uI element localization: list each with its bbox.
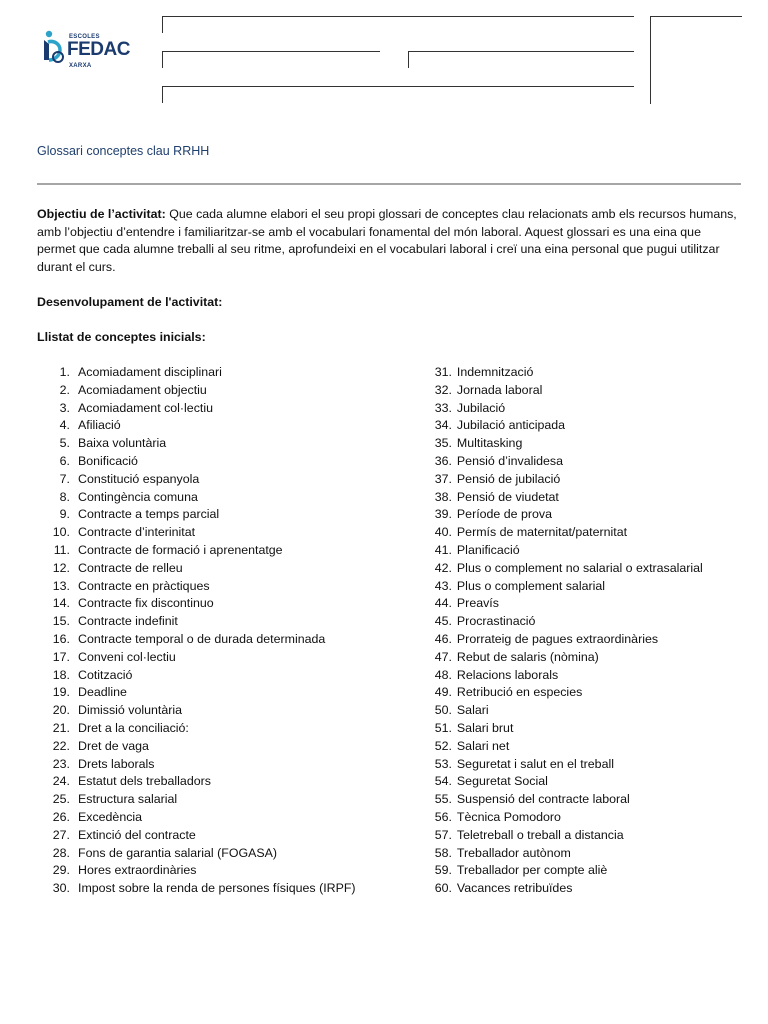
list-item-text: Pensió de viudetat bbox=[456, 489, 559, 504]
list-item bbox=[412, 845, 752, 863]
fedac-logo bbox=[40, 30, 140, 70]
list-item bbox=[37, 845, 372, 863]
list-item bbox=[412, 560, 752, 578]
header-tick-1 bbox=[162, 16, 163, 33]
list-item-number: 12. bbox=[52, 560, 70, 575]
list-item-text: Seguretat Social bbox=[456, 774, 548, 789]
list-item bbox=[412, 595, 752, 613]
list-item bbox=[37, 667, 372, 685]
list-item-text: Acomiadament objectiu bbox=[78, 382, 207, 397]
list-item bbox=[412, 702, 752, 720]
list-item-number: 4. bbox=[59, 418, 70, 433]
list-item-text: Prorrateig de pagues extraordinàries bbox=[456, 631, 659, 646]
list-item bbox=[37, 560, 372, 578]
list-item-text: Planificació bbox=[456, 542, 520, 557]
list-item bbox=[37, 595, 372, 613]
list-item-text: Retribució en especies bbox=[456, 685, 583, 700]
list-item-text: Contingència comuna bbox=[78, 489, 198, 504]
objective-paragraph bbox=[37, 206, 737, 276]
list-item bbox=[37, 578, 372, 596]
list-item-number: 21. bbox=[52, 720, 70, 735]
list-item-number: 27. bbox=[52, 827, 70, 842]
list-item-number: 29. bbox=[52, 863, 70, 878]
list-item-gap bbox=[70, 613, 78, 631]
list-item-gap bbox=[70, 720, 78, 738]
list-item bbox=[412, 542, 752, 560]
list-item-text: Excedència bbox=[78, 809, 143, 824]
list-item-gap bbox=[70, 417, 78, 435]
list-item-text: Afiliació bbox=[78, 418, 121, 433]
list-item-number: 40. bbox=[434, 525, 452, 540]
list-item-number: 23. bbox=[52, 756, 70, 771]
logo-bottom-text: XARXA bbox=[69, 63, 92, 69]
list-item-text: Jubilació anticipada bbox=[456, 418, 566, 433]
list-item-number: 3. bbox=[59, 400, 70, 415]
list-item-gap bbox=[70, 382, 78, 400]
list-item-gap bbox=[70, 862, 78, 880]
list-item-number: 9. bbox=[59, 507, 70, 522]
list-item-number: 48. bbox=[434, 667, 452, 682]
list-item-text: Acomiadament col·lectiu bbox=[78, 400, 213, 415]
list-item-text: Dret a la conciliació: bbox=[78, 720, 189, 735]
list-item-text: Pensió d’invalidesa bbox=[456, 453, 563, 468]
list-item-text: Període de prova bbox=[456, 507, 552, 522]
list-item-number: 52. bbox=[434, 738, 452, 753]
list-item bbox=[412, 453, 752, 471]
list-item-text: Dret de vaga bbox=[78, 738, 149, 753]
header-tick-2a bbox=[162, 51, 163, 68]
list-item bbox=[412, 720, 752, 738]
list-item-text: Estructura salarial bbox=[78, 792, 178, 807]
list-item-number: 56. bbox=[434, 809, 452, 824]
list-item bbox=[37, 631, 372, 649]
list-item bbox=[37, 471, 372, 489]
list-item bbox=[37, 649, 372, 667]
list-item bbox=[412, 827, 752, 845]
list-item-gap bbox=[70, 649, 78, 667]
logo-figure-icon bbox=[40, 30, 68, 66]
list-item-number: 19. bbox=[52, 685, 70, 700]
list-item-text: Estatut dels treballadors bbox=[78, 774, 211, 789]
list-item bbox=[412, 400, 752, 418]
header-line-1 bbox=[162, 16, 634, 17]
header-line-2b bbox=[408, 51, 634, 52]
list-item-number: 51. bbox=[434, 720, 452, 735]
list-item-number: 2. bbox=[59, 382, 70, 397]
list-item-number: 31. bbox=[434, 365, 452, 379]
list-item bbox=[37, 880, 372, 898]
list-item-gap bbox=[70, 631, 78, 649]
header-tick-2b bbox=[408, 51, 409, 68]
list-item bbox=[412, 382, 752, 400]
list-item bbox=[412, 684, 752, 702]
list-item bbox=[37, 417, 372, 435]
concepts-column-left bbox=[37, 364, 372, 898]
list-item-number: 6. bbox=[59, 453, 70, 468]
list-item-gap bbox=[70, 738, 78, 756]
list-item-text: Multitasking bbox=[456, 436, 523, 451]
list-item-gap bbox=[70, 702, 78, 720]
list-item bbox=[37, 862, 372, 880]
list-item-number: 41. bbox=[434, 542, 452, 557]
list-item-number: 33. bbox=[434, 400, 452, 415]
list-item-text: Salari brut bbox=[456, 720, 514, 735]
list-item-text: Contracte indefinit bbox=[78, 614, 178, 629]
list-item-text: Vacances retribuïdes bbox=[456, 881, 573, 896]
list-item bbox=[37, 738, 372, 756]
list-item bbox=[412, 862, 752, 880]
list-item-number: 46. bbox=[434, 631, 452, 646]
list-item bbox=[412, 364, 752, 382]
list-item-number: 38. bbox=[434, 489, 452, 504]
list-item-gap bbox=[70, 809, 78, 827]
list-item bbox=[37, 791, 372, 809]
list-item-number: 5. bbox=[59, 436, 70, 451]
list-item bbox=[37, 809, 372, 827]
list-item bbox=[412, 773, 752, 791]
list-item-text: Permís de maternitat/paternitat bbox=[456, 525, 628, 540]
list-item-gap bbox=[70, 667, 78, 685]
list-item-gap bbox=[70, 471, 78, 489]
list-item bbox=[37, 756, 372, 774]
list-item-number: 37. bbox=[434, 471, 452, 486]
list-item-number: 42. bbox=[434, 560, 452, 575]
list-item-text: Conveni col·lectiu bbox=[78, 649, 176, 664]
list-item bbox=[37, 400, 372, 418]
list-item bbox=[412, 506, 752, 524]
list-item-gap bbox=[70, 435, 78, 453]
list-item-gap bbox=[70, 595, 78, 613]
header-line-right bbox=[650, 16, 742, 17]
list-item-gap bbox=[70, 400, 78, 418]
development-heading: Desenvolupament de l'activitat: bbox=[37, 295, 223, 309]
list-heading: Llistat de conceptes inicials: bbox=[37, 330, 206, 344]
list-item bbox=[412, 667, 752, 685]
list-item bbox=[37, 720, 372, 738]
list-item-text: Contracte de formació i aprenentatge bbox=[78, 542, 283, 557]
list-item-text: Bonificació bbox=[78, 453, 138, 468]
list-item-number: 39. bbox=[434, 507, 452, 522]
list-item bbox=[412, 471, 752, 489]
list-item-text: Constitució espanyola bbox=[78, 471, 200, 486]
list-item-number: 35. bbox=[434, 436, 452, 451]
list-item-text: Plus o complement no salarial o extrasalarial bbox=[456, 560, 703, 575]
title-divider bbox=[37, 183, 741, 185]
list-item bbox=[37, 702, 372, 720]
list-item-text: Salari net bbox=[456, 738, 510, 753]
list-item bbox=[412, 613, 752, 631]
list-item-gap bbox=[70, 773, 78, 791]
list-item-text: Jubilació bbox=[456, 400, 506, 415]
header-vertical-right bbox=[650, 16, 651, 104]
list-item bbox=[37, 382, 372, 400]
list-item-text: Contracte fix discontinuo bbox=[78, 596, 214, 611]
list-item-number: 7. bbox=[59, 471, 70, 486]
list-item-number: 14. bbox=[52, 596, 70, 611]
list-item-text: Relacions laborals bbox=[456, 667, 559, 682]
list-item-number: 58. bbox=[434, 845, 452, 860]
list-item-text: Rebut de salaris (nòmina) bbox=[456, 649, 599, 664]
list-item-number: 59. bbox=[434, 863, 452, 878]
list-item-number: 17. bbox=[52, 649, 70, 664]
list-item bbox=[412, 524, 752, 542]
list-item-text: Dimissió voluntària bbox=[78, 703, 182, 718]
list-item-text: Jornada laboral bbox=[456, 382, 543, 397]
list-item-number: 50. bbox=[434, 703, 452, 718]
list-item bbox=[37, 524, 372, 542]
list-item-gap bbox=[70, 542, 78, 560]
list-item-gap bbox=[70, 684, 78, 702]
list-item-text: Extinció del contracte bbox=[78, 827, 196, 842]
list-item-text: Contracte de relleu bbox=[78, 560, 183, 575]
list-item-text: Drets laborals bbox=[78, 756, 155, 771]
list-item-gap bbox=[70, 880, 78, 898]
list-item bbox=[412, 880, 752, 898]
list-item-text: Contracte d’interinitat bbox=[78, 525, 196, 540]
list-item-text: Contracte a temps parcial bbox=[78, 507, 220, 522]
list-item-number: 60. bbox=[434, 881, 452, 896]
objective-label: Objectiu de l’activitat: bbox=[37, 207, 166, 221]
list-item-number: 28. bbox=[52, 845, 70, 860]
list-item-gap bbox=[70, 524, 78, 542]
header-line-2a bbox=[162, 51, 380, 52]
list-item-number: 18. bbox=[52, 667, 70, 682]
list-item-text: Cotització bbox=[78, 667, 133, 682]
list-item-gap bbox=[70, 506, 78, 524]
list-item-number: 16. bbox=[52, 631, 70, 646]
list-item bbox=[37, 827, 372, 845]
header-line-3 bbox=[162, 86, 634, 87]
list-item-number: 32. bbox=[434, 382, 452, 397]
list-item-number: 24. bbox=[52, 774, 70, 789]
list-item-gap bbox=[70, 453, 78, 471]
list-item-number: 10. bbox=[52, 525, 70, 540]
list-item bbox=[37, 453, 372, 471]
list-item-gap bbox=[70, 489, 78, 507]
list-item-text: Impost sobre la renda de persones físiques (IRPF) bbox=[78, 881, 356, 896]
list-item-number: 57. bbox=[434, 827, 452, 842]
list-item bbox=[412, 756, 752, 774]
list-item bbox=[37, 489, 372, 507]
list-item bbox=[37, 542, 372, 560]
list-item-number: 34. bbox=[434, 418, 452, 433]
list-item bbox=[412, 578, 752, 596]
list-item-gap bbox=[70, 845, 78, 863]
list-item-number: 36. bbox=[434, 453, 452, 468]
list-item bbox=[37, 364, 372, 382]
list-item-gap bbox=[70, 364, 78, 382]
list-item-text: Salari bbox=[456, 703, 489, 718]
list-item bbox=[37, 684, 372, 702]
list-item-text: Pensió de jubilació bbox=[456, 471, 561, 486]
list-item-number: 1. bbox=[59, 365, 70, 379]
list-item-number: 11. bbox=[53, 542, 70, 557]
list-item bbox=[412, 809, 752, 827]
list-item-text: Plus o complement salarial bbox=[456, 578, 605, 593]
list-item-number: 30. bbox=[52, 881, 70, 896]
list-item bbox=[412, 631, 752, 649]
list-item-gap bbox=[70, 578, 78, 596]
concepts-column-right bbox=[412, 364, 752, 898]
list-item-number: 47. bbox=[434, 649, 452, 664]
document-title: Glossari conceptes clau RRHH bbox=[37, 144, 210, 158]
list-item-number: 54. bbox=[434, 774, 452, 789]
list-item-text: Treballador per compte aliè bbox=[456, 863, 608, 878]
list-item bbox=[37, 506, 372, 524]
objective-text: Que cada alumne elabori el seu propi glossari de conceptes clau relacionats amb els recursos humans, amb l’objectiu d’entendre i familiaritzar-se amb el vocabulari fonamental del món laboral. Aquest glossari es una eina que permet que cada alumne treballi al seu ritme, aprofundeixi en el vocabulari laboral i creï una eina personal que pugui utilitzar durant el curs. bbox=[37, 207, 737, 274]
list-item-number: 43. bbox=[434, 578, 452, 593]
list-item-text: Seguretat i salut en el treball bbox=[456, 756, 614, 771]
list-item bbox=[37, 613, 372, 631]
list-item-text: Contracte temporal o de durada determinada bbox=[78, 631, 326, 646]
list-item bbox=[37, 773, 372, 791]
list-item-number: 8. bbox=[59, 489, 70, 504]
list-item-number: 20. bbox=[52, 703, 70, 718]
logo-brand: FEDAC bbox=[67, 39, 130, 60]
list-item-text: Indemnització bbox=[456, 365, 534, 379]
list-item bbox=[412, 435, 752, 453]
list-item bbox=[412, 489, 752, 507]
list-item-number: 25. bbox=[52, 792, 70, 807]
list-item-number: 44. bbox=[434, 596, 452, 611]
list-item-gap bbox=[70, 791, 78, 809]
list-item-number: 15. bbox=[52, 614, 70, 629]
header-tick-3 bbox=[162, 86, 163, 103]
list-item-number: 49. bbox=[434, 685, 452, 700]
list-item-text: Suspensió del contracte laboral bbox=[456, 792, 630, 807]
list-item-number: 45. bbox=[434, 614, 452, 629]
list-item-text: Baixa voluntària bbox=[78, 436, 167, 451]
list-item-text: Tècnica Pomodoro bbox=[456, 809, 561, 824]
list-item bbox=[37, 435, 372, 453]
list-item-text: Teletreball o treball a distancia bbox=[456, 827, 624, 842]
list-item-gap bbox=[70, 560, 78, 578]
list-item-text: Procrastinació bbox=[456, 614, 536, 629]
list-item-number: 55. bbox=[434, 792, 452, 807]
list-item-text: Preavís bbox=[456, 596, 499, 611]
list-item bbox=[412, 649, 752, 667]
list-item-number: 13. bbox=[52, 578, 70, 593]
list-item-text: Acomiadament disciplinari bbox=[78, 365, 222, 379]
logo-top-text: ESCOLES bbox=[69, 34, 100, 40]
list-item-number: 22. bbox=[52, 738, 70, 753]
list-item bbox=[412, 791, 752, 809]
list-item-text: Contracte en pràctiques bbox=[78, 578, 210, 593]
list-item-number: 26. bbox=[52, 809, 70, 824]
list-item-text: Treballador autònom bbox=[456, 845, 571, 860]
list-item bbox=[412, 738, 752, 756]
list-item-text: Deadline bbox=[78, 685, 127, 700]
list-item-text: Hores extraordinàries bbox=[78, 863, 197, 878]
list-item-gap bbox=[70, 756, 78, 774]
list-item-text: Fons de garantia salarial (FOGASA) bbox=[78, 845, 278, 860]
list-item-number: 53. bbox=[434, 756, 452, 771]
list-item bbox=[412, 417, 752, 435]
list-item-gap bbox=[70, 827, 78, 845]
